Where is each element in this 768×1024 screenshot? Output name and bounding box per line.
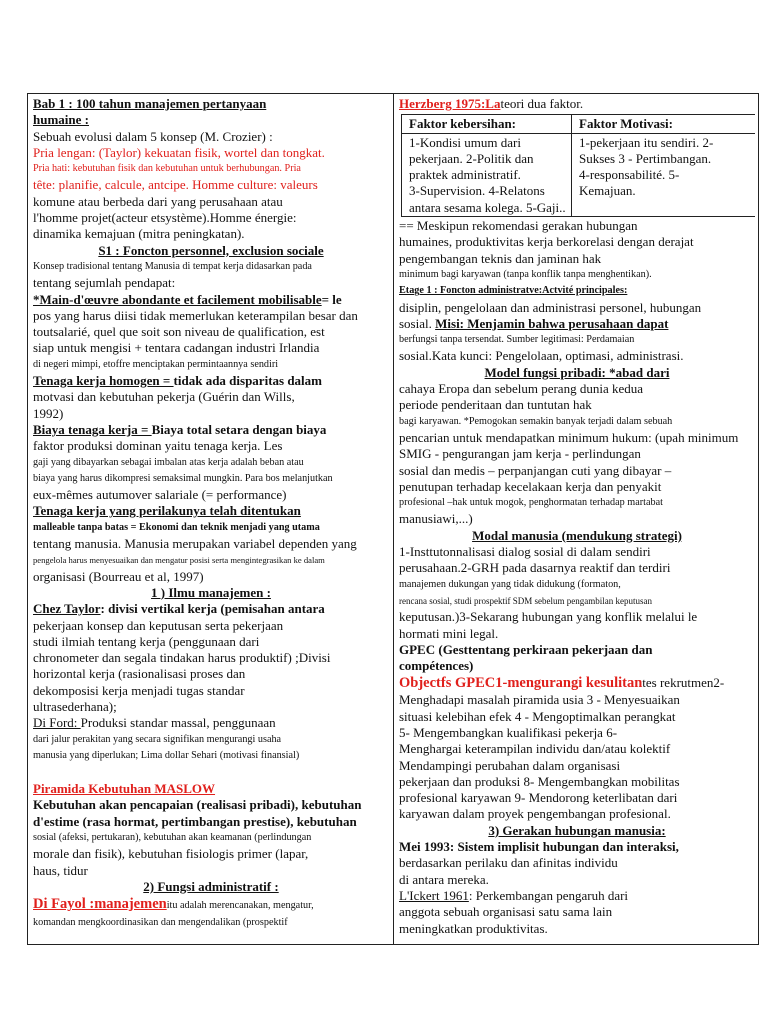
model-heading: Model fungsi pribadi: *abad dari xyxy=(484,364,670,380)
objectifs-label: Objectfs GPEC1-mengurangi kesulitan xyxy=(399,675,643,692)
mengembangkan-text: 5- Mengembangkan kualifikasi pekerja 6- xyxy=(399,724,618,740)
chronometer-text: chronometer dan segala tindakan harus produktif) ;Divisi xyxy=(33,650,331,666)
document-page xyxy=(27,93,759,945)
di-negeri-text: di negeri mimpi, etoffre menciptakan permintaannya sendiri xyxy=(33,358,279,370)
misi-line xyxy=(399,316,755,332)
maslow-heading: Piramida Kebutuhan MASLOW xyxy=(33,781,216,797)
kebutuhan-line2: d'estime (rasa hormat, pertimbangan prestise), kebutuhan xyxy=(33,813,357,829)
manusiawi-text: manusiawi,...) xyxy=(399,511,473,527)
intro-text: Sebuah evolusi dalam 5 konsep (M. Crozier) : xyxy=(33,128,273,144)
main-oeuvre-line xyxy=(33,292,389,308)
main-oeuvre-tail: = le xyxy=(321,291,342,307)
motivation-cell xyxy=(572,133,756,216)
homogen-line xyxy=(33,373,389,389)
motivation-item: Sukses 3 - Pertimbangan. xyxy=(579,150,712,166)
periode-text: periode penderitaan dan tuntutan hak xyxy=(399,397,592,413)
horizontal-text: horizontal kerja (rasionalisasi proses dan xyxy=(33,666,246,682)
herzberg-line xyxy=(399,96,755,112)
motivasi-text: motvasi dan kebutuhan pekerja (Guérin dan Wills, xyxy=(33,389,295,405)
chapter-title: Bab 1 : 100 tahun manajemen pertanyaan xyxy=(33,96,267,111)
lickert-label: L'Ickert 1961 xyxy=(399,887,469,903)
meningkatkan-text: meningkatkan produktivitas. xyxy=(399,920,548,936)
keputusan-text: keputusan.)3-Sekarang hubungan yang konflik melalui le xyxy=(399,609,698,625)
factors-header-row xyxy=(402,115,756,133)
tentang-text: tentang sejumlah pendapat: xyxy=(33,275,176,291)
manajemen-dukungan-text: manajemen dukungan yang tidak didukung (formaton, xyxy=(399,578,621,590)
smig-text: SMIG - pengurangan jam kerja - perlindungan xyxy=(399,446,641,462)
bagi-text: bagi karyawan. *Pemogokan semakin banyak terjadi dalam sebuah xyxy=(399,415,673,427)
motivation-header: Faktor Motivasi: xyxy=(572,115,756,133)
hygiene-item: 1-Kondisi umum dari xyxy=(409,134,521,150)
motivation-item: 1-pekerjaan itu sendiri. 2- xyxy=(579,134,714,150)
ultrasederhana-text: ultrasederhana); xyxy=(33,698,117,714)
factors-table xyxy=(401,114,755,217)
gpec-heading: GPEC (Gesttentang perkiraan pekerjaan dan xyxy=(399,641,653,657)
homme-projet-text: l'homme projet(acteur etsystème).Homme énergie: xyxy=(33,210,297,226)
di-fayol-label: Di Fayol :manajemen xyxy=(33,896,167,913)
pria-tete-text: tête: planifie, calcule, antcipe. Homme culture: valeurs xyxy=(33,177,318,193)
di-ford-tail: Produksi standar massal, penggunaan xyxy=(80,715,276,731)
biaya-yang-text: biaya yang harus dikompresi semaksimal mungkin. Para bos melanjutkan xyxy=(33,472,333,484)
right-column xyxy=(399,96,755,937)
perusahaan-text: perusahaan.2-GRH pada dasarnya reaktif dan terdiri xyxy=(399,560,671,576)
anggota-text: anggota sebuah organisasi satu sama lain xyxy=(399,904,613,920)
berfungsi-text: berfungsi tanpa tersendat. Sumber legitimasi: Perdamaian xyxy=(399,334,635,346)
chez-taylor-label: Chez Taylor xyxy=(33,601,101,617)
komandan-text: komandan mengkoordinasikan dan mengendalikan (prospektif xyxy=(33,916,288,928)
spacer xyxy=(33,764,389,781)
situasi-text: situasi kelebihan efek 4 - Mengoptimalkan perangkat xyxy=(399,708,676,724)
perilaku-heading: Tenaga kerja yang perilakunya telah ditentukan xyxy=(33,503,301,519)
homogen-heading: Tenaga kerja homogen = xyxy=(33,373,174,389)
left-column xyxy=(33,96,389,931)
sosial-label: sosial. xyxy=(399,315,436,331)
siap-text: siap untuk mengisi + tentara cadangan industri Irlandia xyxy=(33,340,320,356)
pekerjaan-produksi-text: pekerjaan dan produksi 8- Mengembangkan mobilitas xyxy=(399,773,680,789)
herzberg-label: Herzberg 1975:La xyxy=(399,96,501,111)
pengembangan-text: pengembangan teknis dan jaminan hak xyxy=(399,250,602,266)
hygiene-header: Faktor kebersihan: xyxy=(402,115,572,133)
chez-taylor-tail: : divisi vertikal kerja (pemisahan antara xyxy=(100,601,325,617)
objectifs-tail: tes rekrutmen2- xyxy=(642,675,725,691)
chez-taylor-line xyxy=(33,601,389,617)
lickert-line xyxy=(399,888,755,904)
cahaya-text: cahaya Eropa dan sebelum perang dunia kedua xyxy=(399,381,644,397)
profesional-karyawan-text: profesional karyawan 9- Mendorong keterlibatan dari xyxy=(399,790,678,806)
biaya-heading: Biaya tenaga kerja = xyxy=(33,421,152,437)
malleable-text: malleable tanpa batas = Ekonomi dan teknik menjadi yang utama xyxy=(33,521,320,533)
gpec-heading-cont: compétences) xyxy=(399,658,474,674)
di-fayol-line xyxy=(33,895,389,914)
mei-1993-text: Mei 1993: Sistem implisit hubungan dan interaksi, xyxy=(399,839,679,855)
komune-text: komune atau berbeda dari yang perusahaan atau xyxy=(33,193,283,209)
organisasi-text: organisasi (Bourreau et al, 1997) xyxy=(33,568,204,584)
year-text: 1992) xyxy=(33,405,64,421)
di-antara-text: di antara mereka. xyxy=(399,871,489,887)
menghargai-text: Menghargai keterampilan individu dan/atau kolektif xyxy=(399,741,671,757)
misi-heading: Misi: Menjamin bahwa perusahaan dapat xyxy=(435,315,669,331)
humaines-text: humaines, produktivitas kerja berkorelasi dengan derajat xyxy=(399,234,694,250)
motivation-item: Kemajuan. xyxy=(579,183,636,199)
modal-heading: Modal manusia (mendukung strategi) xyxy=(472,527,682,543)
pencarian-text: pencarian untuk mendapatkan minimum hukum: (upah minimum xyxy=(399,429,739,445)
eux-memes-text: eux-mêmes autumover salariale (= performance) xyxy=(33,487,287,503)
gerakan-heading: 3) Gerakan hubungan manusia: xyxy=(488,822,666,838)
di-fayol-tail: itu adalah merencanakan, mengatur, xyxy=(166,900,314,912)
column-divider xyxy=(393,94,394,944)
hygiene-cell xyxy=(402,133,572,216)
factors-body-row xyxy=(402,133,756,216)
meskipun-text: == Meskipun rekomendasi gerakan hubungan xyxy=(399,218,638,234)
herzberg-tail: teori dua faktor. xyxy=(500,96,584,111)
disiplin-text: disiplin, pengelolaan dan administrasi personel, hubungan xyxy=(399,299,702,315)
sosial-text: sosial (afeksi, pertukaran), kebutuhan akan keamanan (perlindungan xyxy=(33,832,312,844)
di-ford-label: Di Ford: xyxy=(33,715,81,731)
hygiene-item: 3-Supervision. 4-Relatons xyxy=(409,183,545,199)
biaya-tail: Biaya total setara dengan biaya xyxy=(151,421,327,437)
chapter-title-cont: humaine : xyxy=(33,112,89,128)
pos-text: pos yang harus diisi tidak memerlukan keterampilan besar dan xyxy=(33,307,358,323)
di-ford-line xyxy=(33,715,389,731)
s1-heading: S1 : Foncton personnel, exclusion sociale xyxy=(98,242,324,258)
pria-lengan-text: Pria lengan: (Taylor) kekuatan fisik, wortel dan tongkat. xyxy=(33,144,325,160)
mendampingi-text: Mendampingi perubahan dalam organisasi xyxy=(399,757,621,773)
ilmu-heading: 1 ) Ilmu manajemen : xyxy=(151,584,271,600)
berdasarkan-text: berdasarkan perilaku dan afinitas individu xyxy=(399,855,618,871)
morale-text: morale dan fisik), kebutuhan fisiologis primer (lapar, xyxy=(33,846,309,862)
dari-jalur-text: dari jalur perakitan yang secara signifikan mengurangi usaha xyxy=(33,733,282,745)
pria-hati-text: Pria hati: kebutuhan fisik dan kebutuhan untuk berhubungan. Pria xyxy=(33,163,301,175)
hygiene-item: antara sesama kolega. 5-Gaji.. xyxy=(409,199,566,215)
insttutonnalisasi-text: 1-Insttutonnalisasi dialog sosial di dalam sendiri xyxy=(399,544,651,560)
studi-ilmiah-text: studi ilmiah tentang kerja (penggunaan dari xyxy=(33,633,260,649)
dinamika-text: dinamika kemajuan (mitra peningkatan). xyxy=(33,226,245,242)
hygiene-item: praktek administratif. xyxy=(409,167,521,183)
dekomposisi-text: dekomposisi kerja menjadi tugas standar xyxy=(33,682,245,698)
gaji-text: gaji yang dibayarkan sebagai imbalan atas kerja adalah beban atau xyxy=(33,456,304,468)
tentang-manusia-text: tentang manusia. Manusia merupakan variabel dependen yang xyxy=(33,536,357,552)
rencana-text: rencana sosial, studi prospektif SDM sebelum pengambilan keputusan xyxy=(399,595,652,606)
pengelola-text: pengelola harus menyesuaikan dan mengatur posisi serta mengintegrasikan ke dalam xyxy=(33,555,325,566)
sosial-kata-text: sosial.Kata kunci: Pengelolaan, optimasi, administrasi. xyxy=(399,348,684,364)
pekerjaan-konsep-text: pekerjaan konsep dan keputusan serta pekerjaan xyxy=(33,617,284,633)
kebutuhan-line1: Kebutuhan akan pencapaian (realisasi pribadi), kebutuhan xyxy=(33,797,362,813)
homogen-tail: tidak ada disparitas dalam xyxy=(173,373,322,389)
fungsi-heading: 2) Fungsi administratif : xyxy=(143,878,279,894)
manusia-yang-text: manusia yang diperlukan; Lima dollar Sehari (motivasi finansial) xyxy=(33,749,300,761)
konsep-text: Konsep tradisional tentang Manusia di tempat kerja didasarkan pada xyxy=(33,260,312,272)
biaya-line xyxy=(33,422,389,438)
hormati-text: hormati mini legal. xyxy=(399,625,499,641)
profesional-text: profesional –hak untuk mogok, penghormatan terhadap martabat xyxy=(399,497,663,509)
main-oeuvre-heading: *Main-d'œuvre abondante et facilement mobilisable xyxy=(33,291,322,307)
sosial-dan-text: sosial dan medis – perpanjangan cuti yang dibayar – xyxy=(399,462,672,478)
minimum-text: minimum bagi karyawan (tanpa konflik tanpa menghentikan). xyxy=(399,268,652,280)
faktor-text: faktor produksi dominan yaitu tenaga kerja. Les xyxy=(33,438,283,454)
motivation-item: 4-responsabilité. 5- xyxy=(579,167,680,183)
toutsalarie-text: toutsalarié, quel que soit son niveau de qualification, est xyxy=(33,324,325,340)
haus-text: haus, tidur xyxy=(33,862,88,878)
hygiene-item: pekerjaan. 2-Politik dan xyxy=(409,150,534,166)
lickert-tail: : Perkembangan pengaruh dari xyxy=(468,887,629,903)
karyawan-proyek-text: karyawan dalam proyek pengembangan profesional. xyxy=(399,806,671,822)
objectifs-line xyxy=(399,674,755,692)
etage-heading: Etage 1 : Foncton administratve:Actvité principales: xyxy=(399,285,628,297)
penutupan-text: penutupan terhadap kecelakaan kerja dan penyakit xyxy=(399,478,662,494)
menghadapi-text: Menghadapi masalah piramida usia 3 - Menyesuaikan xyxy=(399,692,680,708)
